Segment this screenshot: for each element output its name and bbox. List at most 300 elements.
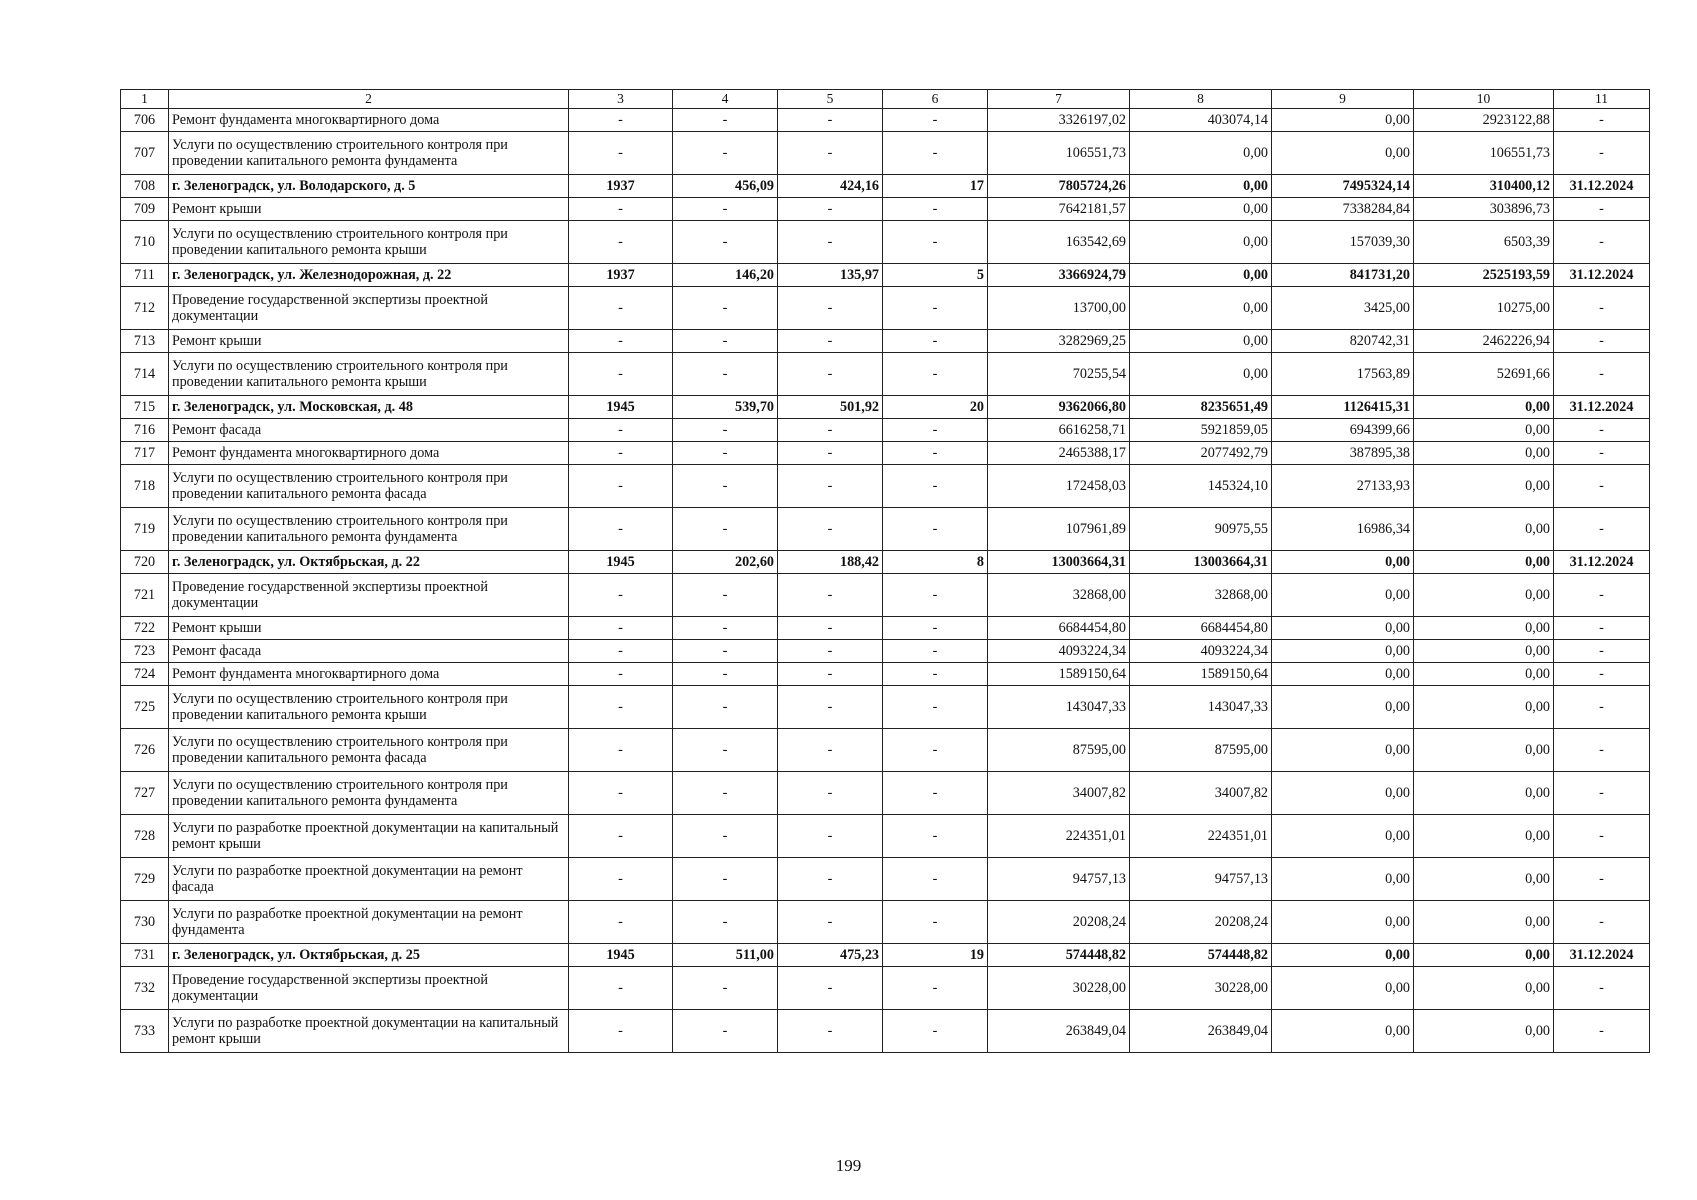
- col5-cell: -: [778, 353, 883, 396]
- col7-amount-cell: 13700,00: [988, 287, 1130, 330]
- col5-cell: -: [778, 508, 883, 551]
- row-number-cell: 719: [121, 508, 169, 551]
- col9-amount-cell: 7495324,14: [1272, 175, 1414, 198]
- address-row: [121, 264, 1650, 287]
- col6-cell: -: [883, 617, 988, 640]
- row-number-cell: 730: [121, 901, 169, 944]
- column-header: 1: [121, 90, 169, 109]
- col9-amount-cell: 1126415,31: [1272, 396, 1414, 419]
- col4-cell: -: [673, 1010, 778, 1053]
- col8-amount-cell: 0,00: [1130, 198, 1272, 221]
- description-cell: Услуги по разработке проектной документации на капитальный ремонт крыши: [169, 815, 569, 858]
- col3-cell: 1945: [569, 551, 673, 574]
- col11-date-cell: -: [1554, 1010, 1650, 1053]
- col11-date-cell: -: [1554, 815, 1650, 858]
- col5-cell: -: [778, 967, 883, 1010]
- row-number-cell: 724: [121, 663, 169, 686]
- col8-amount-cell: 143047,33: [1130, 686, 1272, 729]
- col9-amount-cell: 0,00: [1272, 132, 1414, 175]
- col7-amount-cell: 32868,00: [988, 574, 1130, 617]
- col6-cell: -: [883, 574, 988, 617]
- description-cell: Услуги по осуществлению строительного контроля при проведении капитального ремонта крыши: [169, 221, 569, 264]
- col3-cell: -: [569, 574, 673, 617]
- col7-amount-cell: 70255,54: [988, 353, 1130, 396]
- col11-date-cell: -: [1554, 353, 1650, 396]
- col5-cell: -: [778, 729, 883, 772]
- col3-cell: 1937: [569, 175, 673, 198]
- col10-amount-cell: 0,00: [1414, 944, 1554, 967]
- col4-cell: -: [673, 287, 778, 330]
- description-cell: Услуги по осуществлению строительного контроля при проведении капитального ремонта фасада: [169, 465, 569, 508]
- col4-cell: -: [673, 858, 778, 901]
- col10-amount-cell: 0,00: [1414, 686, 1554, 729]
- column-header: 8: [1130, 90, 1272, 109]
- col4-cell: -: [673, 772, 778, 815]
- col11-date-cell: -: [1554, 465, 1650, 508]
- table-body: [121, 109, 1650, 1053]
- address-row: [121, 944, 1650, 967]
- description-cell: г. Зеленоградск, ул. Октябрьская, д. 25: [169, 944, 569, 967]
- description-cell: Услуги по осуществлению строительного контроля при проведении капитального ремонта крыши: [169, 353, 569, 396]
- col11-date-cell: -: [1554, 901, 1650, 944]
- col6-cell: -: [883, 221, 988, 264]
- col10-amount-cell: 52691,66: [1414, 353, 1554, 396]
- col7-amount-cell: 163542,69: [988, 221, 1130, 264]
- col7-amount-cell: 224351,01: [988, 815, 1130, 858]
- description-cell: Ремонт крыши: [169, 198, 569, 221]
- col10-amount-cell: 2923122,88: [1414, 109, 1554, 132]
- table-row: [121, 640, 1650, 663]
- col7-amount-cell: 34007,82: [988, 772, 1130, 815]
- table-row: [121, 617, 1650, 640]
- row-number-cell: 723: [121, 640, 169, 663]
- row-number-cell: 729: [121, 858, 169, 901]
- row-number-cell: 714: [121, 353, 169, 396]
- description-cell: Услуги по осуществлению строительного контроля при проведении капитального ремонта фундамента: [169, 132, 569, 175]
- col4-cell: -: [673, 198, 778, 221]
- col3-cell: -: [569, 663, 673, 686]
- col8-amount-cell: 263849,04: [1130, 1010, 1272, 1053]
- col7-amount-cell: 3366924,79: [988, 264, 1130, 287]
- col10-amount-cell: 0,00: [1414, 815, 1554, 858]
- col6-cell: -: [883, 858, 988, 901]
- column-header: 9: [1272, 90, 1414, 109]
- col8-amount-cell: 30228,00: [1130, 967, 1272, 1010]
- col4-cell: -: [673, 729, 778, 772]
- col7-amount-cell: 13003664,31: [988, 551, 1130, 574]
- col9-amount-cell: 0,00: [1272, 772, 1414, 815]
- table-row: [121, 663, 1650, 686]
- col8-amount-cell: 224351,01: [1130, 815, 1272, 858]
- col8-amount-cell: 145324,10: [1130, 465, 1272, 508]
- col9-amount-cell: 0,00: [1272, 617, 1414, 640]
- description-cell: Проведение государственной экспертизы проектной документации: [169, 287, 569, 330]
- repair-program-table: [120, 89, 1650, 1053]
- col5-cell: -: [778, 663, 883, 686]
- col8-amount-cell: 0,00: [1130, 330, 1272, 353]
- row-number-cell: 710: [121, 221, 169, 264]
- description-cell: Ремонт фундамента многоквартирного дома: [169, 109, 569, 132]
- col8-amount-cell: 13003664,31: [1130, 551, 1272, 574]
- col11-date-cell: -: [1554, 198, 1650, 221]
- col9-amount-cell: 16986,34: [1272, 508, 1414, 551]
- col3-cell: -: [569, 221, 673, 264]
- col6-cell: -: [883, 132, 988, 175]
- row-number-cell: 712: [121, 287, 169, 330]
- col3-cell: -: [569, 640, 673, 663]
- col8-amount-cell: 0,00: [1130, 287, 1272, 330]
- col10-amount-cell: 2525193,59: [1414, 264, 1554, 287]
- col9-amount-cell: 820742,31: [1272, 330, 1414, 353]
- col9-amount-cell: 0,00: [1272, 967, 1414, 1010]
- row-number-cell: 720: [121, 551, 169, 574]
- table-row: [121, 508, 1650, 551]
- col10-amount-cell: 106551,73: [1414, 132, 1554, 175]
- col7-amount-cell: 2465388,17: [988, 442, 1130, 465]
- col10-amount-cell: 303896,73: [1414, 198, 1554, 221]
- col10-amount-cell: 0,00: [1414, 419, 1554, 442]
- col5-cell: -: [778, 617, 883, 640]
- col9-amount-cell: 27133,93: [1272, 465, 1414, 508]
- col8-amount-cell: 87595,00: [1130, 729, 1272, 772]
- col3-cell: -: [569, 419, 673, 442]
- row-number-cell: 733: [121, 1010, 169, 1053]
- description-cell: г. Зеленоградск, ул. Московская, д. 48: [169, 396, 569, 419]
- column-header: 6: [883, 90, 988, 109]
- col11-date-cell: 31.12.2024: [1554, 944, 1650, 967]
- description-cell: Услуги по разработке проектной документации на капитальный ремонт крыши: [169, 1010, 569, 1053]
- row-number-cell: 727: [121, 772, 169, 815]
- table-row: [121, 686, 1650, 729]
- col11-date-cell: 31.12.2024: [1554, 264, 1650, 287]
- table-row: [121, 574, 1650, 617]
- row-number-cell: 717: [121, 442, 169, 465]
- col7-amount-cell: 7642181,57: [988, 198, 1130, 221]
- col3-cell: -: [569, 132, 673, 175]
- description-cell: г. Зеленоградск, ул. Октябрьская, д. 22: [169, 551, 569, 574]
- description-cell: Услуги по разработке проектной документации на ремонт фундамента: [169, 901, 569, 944]
- col8-amount-cell: 574448,82: [1130, 944, 1272, 967]
- row-number-cell: 725: [121, 686, 169, 729]
- table-row: [121, 419, 1650, 442]
- row-number-cell: 706: [121, 109, 169, 132]
- col8-amount-cell: 1589150,64: [1130, 663, 1272, 686]
- col7-amount-cell: 94757,13: [988, 858, 1130, 901]
- col5-cell: 424,16: [778, 175, 883, 198]
- col9-amount-cell: 0,00: [1272, 729, 1414, 772]
- col11-date-cell: -: [1554, 686, 1650, 729]
- col3-cell: -: [569, 858, 673, 901]
- description-cell: Услуги по осуществлению строительного контроля при проведении капитального ремонта крыши: [169, 686, 569, 729]
- col6-cell: 19: [883, 944, 988, 967]
- row-number-cell: 722: [121, 617, 169, 640]
- col10-amount-cell: 0,00: [1414, 772, 1554, 815]
- table-row: [121, 729, 1650, 772]
- col6-cell: -: [883, 198, 988, 221]
- col5-cell: -: [778, 772, 883, 815]
- col3-cell: -: [569, 967, 673, 1010]
- col9-amount-cell: 0,00: [1272, 551, 1414, 574]
- col3-cell: -: [569, 815, 673, 858]
- col11-date-cell: -: [1554, 330, 1650, 353]
- col6-cell: -: [883, 729, 988, 772]
- col11-date-cell: -: [1554, 109, 1650, 132]
- col4-cell: -: [673, 465, 778, 508]
- col6-cell: -: [883, 967, 988, 1010]
- col10-amount-cell: 0,00: [1414, 396, 1554, 419]
- col10-amount-cell: 6503,39: [1414, 221, 1554, 264]
- col7-amount-cell: 6616258,71: [988, 419, 1130, 442]
- col11-date-cell: -: [1554, 221, 1650, 264]
- col4-cell: -: [673, 901, 778, 944]
- table-row: [121, 198, 1650, 221]
- col8-amount-cell: 90975,55: [1130, 508, 1272, 551]
- col7-amount-cell: 3326197,02: [988, 109, 1130, 132]
- table-row: [121, 967, 1650, 1010]
- row-number-cell: 726: [121, 729, 169, 772]
- col8-amount-cell: 4093224,34: [1130, 640, 1272, 663]
- col8-amount-cell: 0,00: [1130, 221, 1272, 264]
- col5-cell: -: [778, 815, 883, 858]
- col7-amount-cell: 3282969,25: [988, 330, 1130, 353]
- row-number-cell: 709: [121, 198, 169, 221]
- col5-cell: -: [778, 442, 883, 465]
- col10-amount-cell: 0,00: [1414, 663, 1554, 686]
- col11-date-cell: -: [1554, 132, 1650, 175]
- col7-amount-cell: 107961,89: [988, 508, 1130, 551]
- col4-cell: -: [673, 353, 778, 396]
- col8-amount-cell: 0,00: [1130, 264, 1272, 287]
- description-cell: Ремонт фасада: [169, 419, 569, 442]
- col4-cell: -: [673, 663, 778, 686]
- col10-amount-cell: 0,00: [1414, 508, 1554, 551]
- col10-amount-cell: 0,00: [1414, 729, 1554, 772]
- col10-amount-cell: 0,00: [1414, 858, 1554, 901]
- col5-cell: -: [778, 221, 883, 264]
- col4-cell: -: [673, 109, 778, 132]
- col3-cell: -: [569, 109, 673, 132]
- col4-cell: -: [673, 132, 778, 175]
- col3-cell: -: [569, 330, 673, 353]
- description-cell: г. Зеленоградск, ул. Железнодорожная, д. 22: [169, 264, 569, 287]
- col9-amount-cell: 0,00: [1272, 640, 1414, 663]
- col6-cell: -: [883, 772, 988, 815]
- col9-amount-cell: 0,00: [1272, 574, 1414, 617]
- col6-cell: 8: [883, 551, 988, 574]
- col6-cell: -: [883, 353, 988, 396]
- col11-date-cell: 31.12.2024: [1554, 175, 1650, 198]
- description-cell: Проведение государственной экспертизы проектной документации: [169, 967, 569, 1010]
- col10-amount-cell: 0,00: [1414, 574, 1554, 617]
- description-cell: Ремонт фасада: [169, 640, 569, 663]
- col3-cell: 1937: [569, 264, 673, 287]
- col9-amount-cell: 0,00: [1272, 109, 1414, 132]
- col6-cell: -: [883, 1010, 988, 1053]
- col11-date-cell: -: [1554, 967, 1650, 1010]
- col11-date-cell: -: [1554, 508, 1650, 551]
- col8-amount-cell: 5921859,05: [1130, 419, 1272, 442]
- row-number-cell: 716: [121, 419, 169, 442]
- table-row: [121, 287, 1650, 330]
- col9-amount-cell: 841731,20: [1272, 264, 1414, 287]
- table-row: [121, 109, 1650, 132]
- col10-amount-cell: 0,00: [1414, 1010, 1554, 1053]
- col4-cell: -: [673, 686, 778, 729]
- col6-cell: -: [883, 419, 988, 442]
- table-row: [121, 858, 1650, 901]
- column-header: 2: [169, 90, 569, 109]
- table-row: [121, 330, 1650, 353]
- col5-cell: 501,92: [778, 396, 883, 419]
- description-cell: Услуги по осуществлению строительного контроля при проведении капитального ремонта фундамента: [169, 508, 569, 551]
- col7-amount-cell: 574448,82: [988, 944, 1130, 967]
- col10-amount-cell: 0,00: [1414, 551, 1554, 574]
- col5-cell: 475,23: [778, 944, 883, 967]
- col6-cell: -: [883, 686, 988, 729]
- col5-cell: -: [778, 198, 883, 221]
- col6-cell: 5: [883, 264, 988, 287]
- col4-cell: 539,70: [673, 396, 778, 419]
- col6-cell: -: [883, 287, 988, 330]
- col3-cell: 1945: [569, 944, 673, 967]
- table-row: [121, 442, 1650, 465]
- col7-amount-cell: 172458,03: [988, 465, 1130, 508]
- col5-cell: -: [778, 419, 883, 442]
- col4-cell: -: [673, 640, 778, 663]
- col7-amount-cell: 7805724,26: [988, 175, 1130, 198]
- col10-amount-cell: 0,00: [1414, 442, 1554, 465]
- col11-date-cell: -: [1554, 574, 1650, 617]
- col8-amount-cell: 6684454,80: [1130, 617, 1272, 640]
- col5-cell: -: [778, 574, 883, 617]
- col11-date-cell: -: [1554, 287, 1650, 330]
- column-header: 10: [1414, 90, 1554, 109]
- col10-amount-cell: 0,00: [1414, 465, 1554, 508]
- col9-amount-cell: 0,00: [1272, 815, 1414, 858]
- col7-amount-cell: 106551,73: [988, 132, 1130, 175]
- col9-amount-cell: 157039,30: [1272, 221, 1414, 264]
- col3-cell: -: [569, 617, 673, 640]
- description-cell: Услуги по разработке проектной документации на ремонт фасада: [169, 858, 569, 901]
- description-cell: Ремонт фундамента многоквартирного дома: [169, 663, 569, 686]
- col5-cell: 135,97: [778, 264, 883, 287]
- col11-date-cell: 31.12.2024: [1554, 396, 1650, 419]
- column-header: 5: [778, 90, 883, 109]
- col6-cell: -: [883, 442, 988, 465]
- col7-amount-cell: 1589150,64: [988, 663, 1130, 686]
- col3-cell: 1945: [569, 396, 673, 419]
- col6-cell: -: [883, 901, 988, 944]
- col7-amount-cell: 6684454,80: [988, 617, 1130, 640]
- col7-amount-cell: 263849,04: [988, 1010, 1130, 1053]
- row-number-cell: 732: [121, 967, 169, 1010]
- col11-date-cell: -: [1554, 442, 1650, 465]
- col5-cell: -: [778, 901, 883, 944]
- col10-amount-cell: 310400,12: [1414, 175, 1554, 198]
- col7-amount-cell: 143047,33: [988, 686, 1130, 729]
- col3-cell: -: [569, 442, 673, 465]
- col4-cell: -: [673, 967, 778, 1010]
- col10-amount-cell: 0,00: [1414, 640, 1554, 663]
- column-header: 4: [673, 90, 778, 109]
- table-row: [121, 353, 1650, 396]
- col5-cell: -: [778, 132, 883, 175]
- description-cell: Ремонт фундамента многоквартирного дома: [169, 442, 569, 465]
- table-row: [121, 465, 1650, 508]
- col4-cell: -: [673, 442, 778, 465]
- table-row: [121, 221, 1650, 264]
- col6-cell: -: [883, 508, 988, 551]
- col9-amount-cell: 3425,00: [1272, 287, 1414, 330]
- col3-cell: -: [569, 465, 673, 508]
- col5-cell: -: [778, 465, 883, 508]
- col10-amount-cell: 0,00: [1414, 617, 1554, 640]
- col8-amount-cell: 403074,14: [1130, 109, 1272, 132]
- row-number-cell: 731: [121, 944, 169, 967]
- col9-amount-cell: 694399,66: [1272, 419, 1414, 442]
- col5-cell: -: [778, 287, 883, 330]
- row-number-cell: 708: [121, 175, 169, 198]
- col4-cell: -: [673, 815, 778, 858]
- col7-amount-cell: 4093224,34: [988, 640, 1130, 663]
- row-number-cell: 707: [121, 132, 169, 175]
- col8-amount-cell: 8235651,49: [1130, 396, 1272, 419]
- col7-amount-cell: 87595,00: [988, 729, 1130, 772]
- page-number: 199: [835, 1156, 862, 1175]
- row-number-cell: 728: [121, 815, 169, 858]
- col8-amount-cell: 0,00: [1130, 175, 1272, 198]
- col11-date-cell: 31.12.2024: [1554, 551, 1650, 574]
- col5-cell: -: [778, 109, 883, 132]
- col7-amount-cell: 9362066,80: [988, 396, 1130, 419]
- col7-amount-cell: 30228,00: [988, 967, 1130, 1010]
- col5-cell: -: [778, 1010, 883, 1053]
- table-row: [121, 772, 1650, 815]
- col11-date-cell: -: [1554, 772, 1650, 815]
- col3-cell: -: [569, 686, 673, 729]
- col6-cell: -: [883, 640, 988, 663]
- col9-amount-cell: 0,00: [1272, 686, 1414, 729]
- col9-amount-cell: 0,00: [1272, 858, 1414, 901]
- col4-cell: -: [673, 617, 778, 640]
- col3-cell: -: [569, 1010, 673, 1053]
- col4-cell: 146,20: [673, 264, 778, 287]
- col6-cell: 17: [883, 175, 988, 198]
- col3-cell: -: [569, 772, 673, 815]
- table-row: [121, 1010, 1650, 1053]
- column-header: 3: [569, 90, 673, 109]
- col8-amount-cell: 0,00: [1130, 132, 1272, 175]
- col11-date-cell: -: [1554, 419, 1650, 442]
- col3-cell: -: [569, 353, 673, 396]
- col8-amount-cell: 34007,82: [1130, 772, 1272, 815]
- col5-cell: -: [778, 686, 883, 729]
- col5-cell: -: [778, 640, 883, 663]
- address-row: [121, 396, 1650, 419]
- col11-date-cell: -: [1554, 663, 1650, 686]
- col4-cell: 202,60: [673, 551, 778, 574]
- col4-cell: 456,09: [673, 175, 778, 198]
- description-cell: Проведение государственной экспертизы проектной документации: [169, 574, 569, 617]
- col11-date-cell: -: [1554, 617, 1650, 640]
- col8-amount-cell: 20208,24: [1130, 901, 1272, 944]
- col4-cell: -: [673, 221, 778, 264]
- col9-amount-cell: 0,00: [1272, 901, 1414, 944]
- row-number-cell: 715: [121, 396, 169, 419]
- column-header: 7: [988, 90, 1130, 109]
- col8-amount-cell: 32868,00: [1130, 574, 1272, 617]
- col6-cell: -: [883, 330, 988, 353]
